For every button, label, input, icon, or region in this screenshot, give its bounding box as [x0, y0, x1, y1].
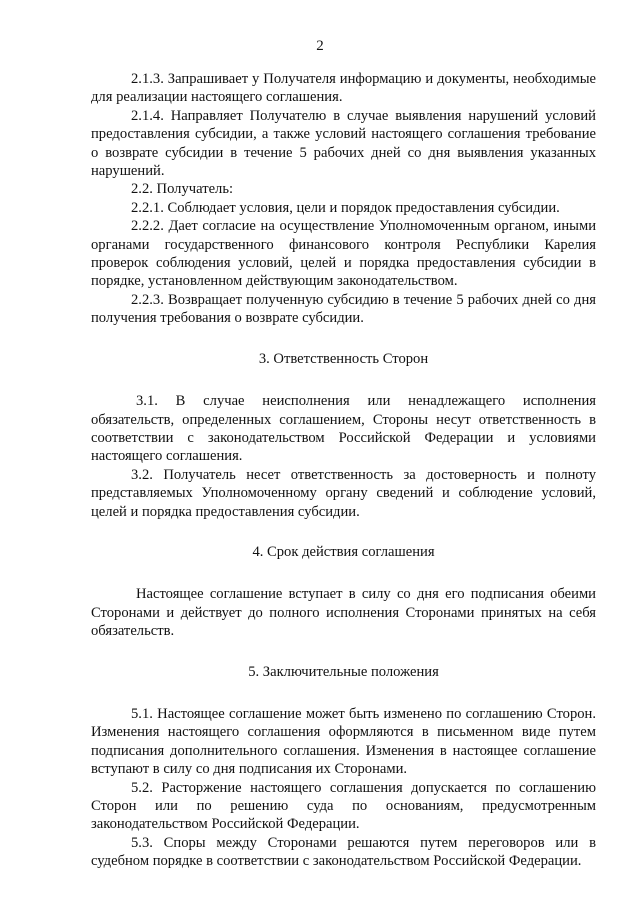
clause-2-2: 2.2. Получатель: [131, 181, 234, 198]
clause-3-2: 3.2. Получатель несет ответственность за достоверность и полноту представляемых Уполномоченному органу сведений и соблюдение условий, целей и порядка предоставления субсидии. [91, 466, 596, 520]
section-5-heading: 5. Заключительные положения [248, 663, 439, 680]
document-body [91, 70, 596, 871]
clause-2-2-1: 2.2.1. Соблюдает условия, цели и порядок предоставления субсидии. [131, 199, 560, 216]
clause-5-1: 5.1. Настоящее соглашение может быть изменено по соглашению Сторон. Изменения настоящего соглашения оформляются в письменном виде путем подписания дополнительного соглашения. Изменения в настоящее соглашение вступают в силу со дня подписания их Сторонами. [91, 705, 596, 778]
clause-5-3: 5.3. Споры между Сторонами решаются путем переговоров или в судебном порядке в соответствии с законодательством Российской Федерации. [91, 834, 596, 870]
clause-3-1: 3.1. В случае неисполнения или ненадлежащего исполнения обязательств, определенных соглашением, Стороны несут ответственность в соответствии с законодательством Российской Федерации и условиями настоящего соглашения. [91, 393, 596, 465]
section-3-heading: 3. Ответственность Сторон [258, 350, 429, 367]
clause-2-1-4: 2.1.4. Направляет Получателю в случае выявления нарушений условий предоставления субсидии, а также условий настоящего соглашения требование о возврате субсидии в течение 5 рабочих дней со дня выявления указанных нарушений. [91, 107, 596, 180]
section-4-heading: 4. Срок действия соглашения [252, 543, 435, 560]
clause-2-1-3: 2.1.3. Запрашивает у Получателя информацию и документы, необходимые для реализации настоящего соглашения. [91, 71, 596, 106]
clause-5-2: 5.2. Расторжение настоящего соглашения допускается по соглашению Сторон или по решению суда по основаниям, предусмотренным законодательством Российской Федерации. [91, 779, 596, 833]
page-number: 2 [316, 38, 324, 54]
clause-2-2-2: 2.2.2. Дает согласие на осуществление Уполномоченным органом, иными органами государственного финансового контроля Республики Карелия проверок соблюдения условий, целей и порядка предоставления субсидии в порядке, установленном действующим законодательством. [91, 218, 596, 290]
section-4-text: Настоящее соглашение вступает в силу со дня его подписания обеими Сторонами и действует до полного исполнения Сторонами принятых на себя обязательств. [91, 586, 596, 640]
clause-2-2-3: 2.2.3. Возвращает полученную субсидию в течение 5 рабочих дней со дня получения требования о возврате субсидии. [91, 291, 596, 327]
